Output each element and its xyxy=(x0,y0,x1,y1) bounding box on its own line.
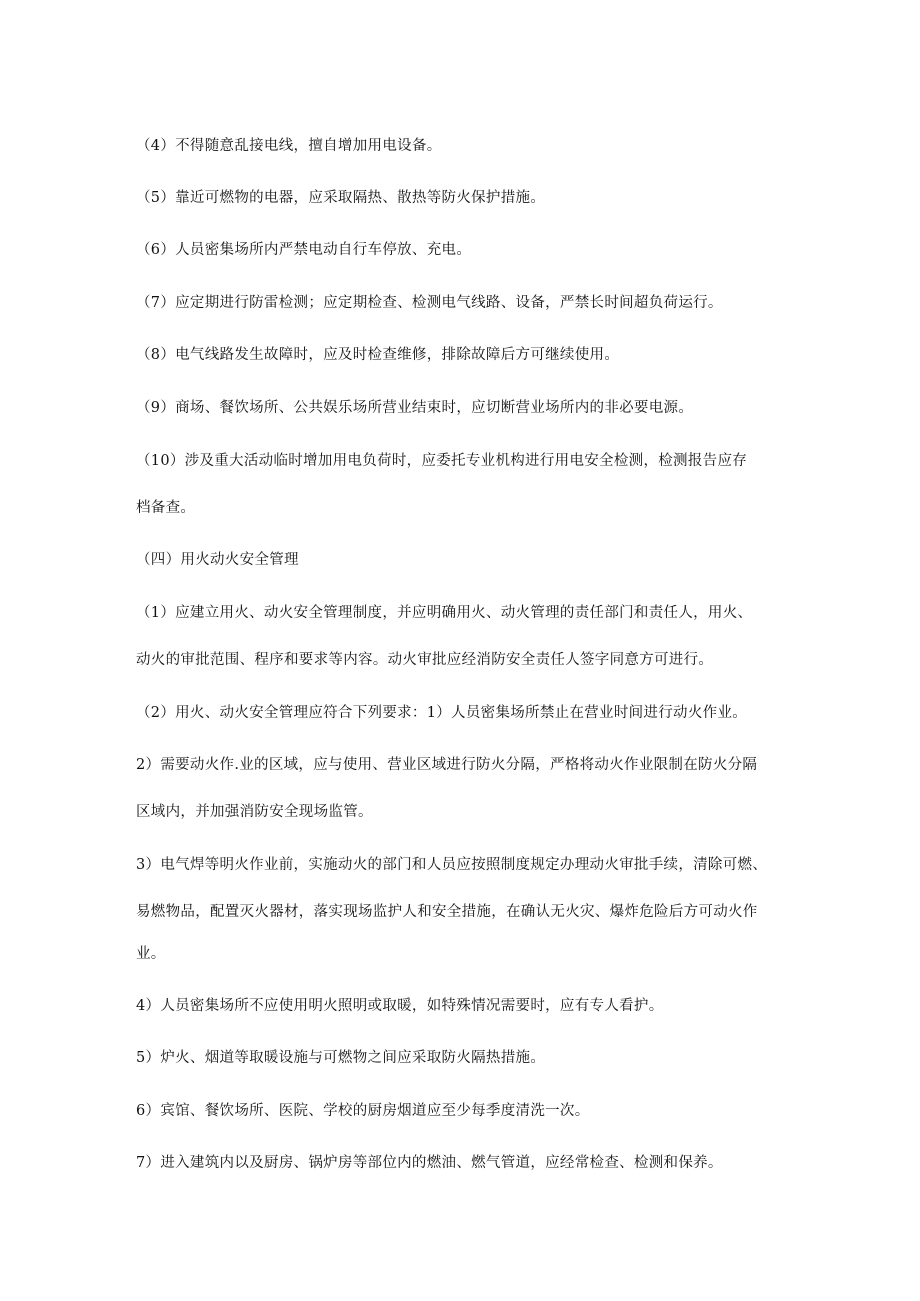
paragraph-line: 档备查。 xyxy=(136,500,196,516)
paragraph-line: （6）人员密集场所内严禁电动自行车停放、充电。 xyxy=(136,242,472,258)
paragraph-line: 业。 xyxy=(136,946,166,962)
paragraph-line: （9）商场、餐饮场所、公共娱乐场所营业结束时，应切断营业场所内的非必要电源。 xyxy=(136,400,694,416)
paragraph-line: 5）炉火、烟道等取暖设施与可燃物之间应采取防火隔热措施。 xyxy=(136,1050,546,1066)
paragraph-line: 2）需要动火作.业的区域，应与使用、营业区域进行防火分隔，严格将动火作业限制在防火分隔 xyxy=(136,757,758,773)
section-heading: （四）用火动火安全管理 xyxy=(136,552,299,568)
paragraph-line: （8）电气线路发生故障时，应及时检查维修，排除故障后方可继续使用。 xyxy=(136,347,620,363)
paragraph-line: 6）宾馆、餐饮场所、医院、学校的厨房烟道应至少每季度清洗一次。 xyxy=(136,1103,590,1119)
paragraph-line: 3）电气焊等明火作业前，实施动火的部门和人员应按照制度规定办理动火审批手续，清除可燃、 xyxy=(136,857,768,873)
paragraph-line: 易燃物品，配置灭火器材，落实现场监护人和安全措施，在确认无火灾、爆炸危险后方可动火作 xyxy=(136,904,758,920)
paragraph-line: （10）涉及重大活动临时增加用电负荷时，应委托专业机构进行用电安全检测，检测报告应存 xyxy=(136,453,748,469)
paragraph-line: 7）进入建筑内以及厨房、锅炉房等部位内的燃油、燃气管道，应经常检查、检测和保养。 xyxy=(136,1155,723,1171)
paragraph-line: （1）应建立用火、动火安全管理制度，并应明确用火、动火管理的责任部门和责任人，用火、 xyxy=(136,605,753,621)
paragraph-line: 区域内，并加强消防安全现场监管。 xyxy=(136,804,373,820)
paragraph-line: （2）用火、动火安全管理应符合下列要求：1）人员密集场所禁止在营业时间进行动火作业。 xyxy=(136,705,748,721)
paragraph-line: （7）应定期进行防雷检测；应定期检查、检测电气线路、设备，严禁长时间超负荷运行。 xyxy=(136,295,723,311)
paragraph-line: （5）靠近可燃物的电器，应采取隔热、散热等防火保护措施。 xyxy=(136,190,546,206)
paragraph-line: 4）人员密集场所不应使用明火照明或取暖，如特殊情况需要时，应有专人看护。 xyxy=(136,998,664,1014)
paragraph-line: 动火的审批范围、程序和要求等内容。动火审批应经消防安全责任人签字同意方可进行。 xyxy=(136,652,714,668)
paragraph-line: （4）不得随意乱接电线，擅自增加用电设备。 xyxy=(136,138,442,154)
